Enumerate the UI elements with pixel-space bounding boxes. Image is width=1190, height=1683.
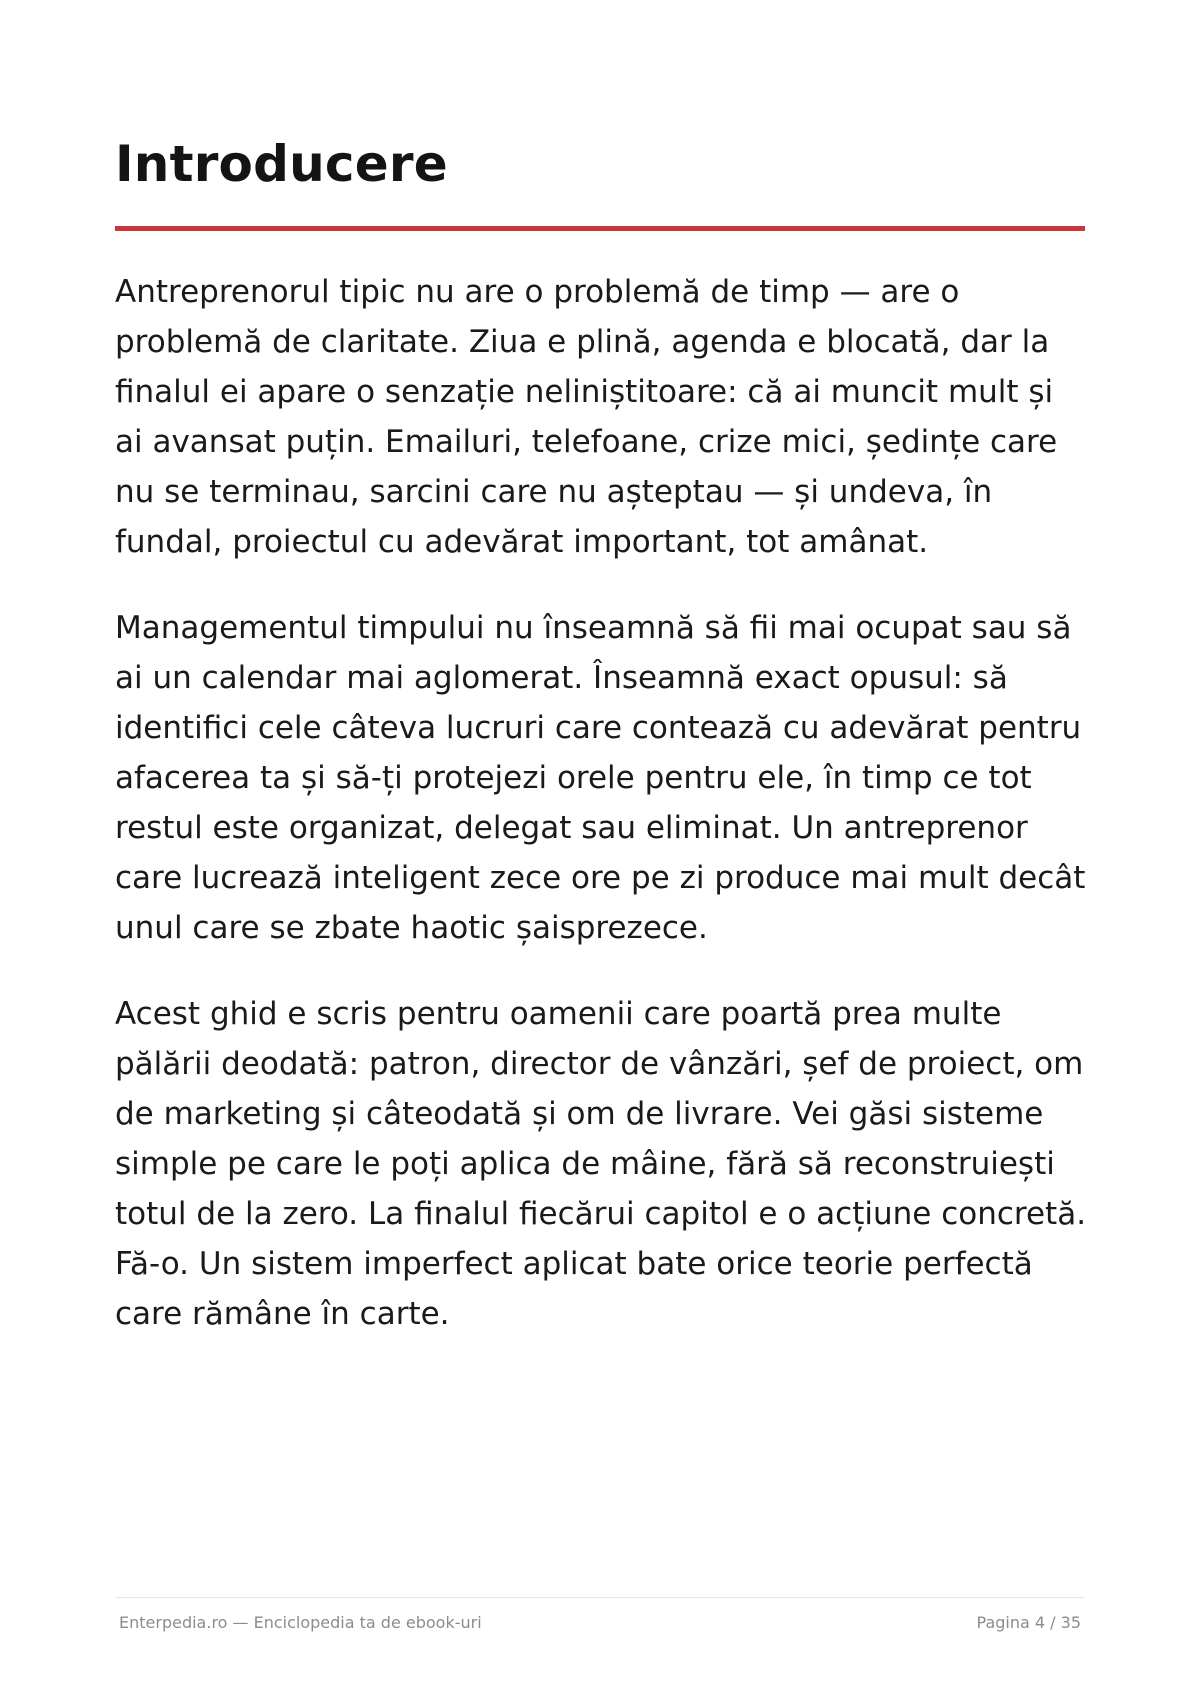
paragraph-3: Acest ghid e scris pentru oamenii care poartă prea multe pălării deodată: patron, director de vânzări, șef de proiect, om de marketing și câteodată și om de livrare. Vei găsi sisteme simple pe care le poți aplica de mâine, fără să reconstruiești totul de la zero. La finalul fiecărui capitol e o acțiune concretă. Fă-o. Un sistem imperfect aplicat bate orice teorie perfectă care rămâne în carte. <box>115 996 1087 1332</box>
title-divider <box>115 226 1085 231</box>
footer-site-name: Enterpedia.ro — Enciclopedia ta de ebook-uri <box>119 1613 482 1632</box>
body-text <box>115 267 1090 1375</box>
page-title: Introducere <box>115 135 448 193</box>
footer-divider <box>115 1597 1085 1598</box>
document-page <box>115 0 1085 1683</box>
paragraph-1: Antreprenorul tipic nu are o problemă de timp — are o problemă de claritate. Ziua e plină, agenda e blocată, dar la finalul ei apare o senzație neliniștitoare: că ai muncit mult și ai avansat puțin. Emailuri, telefoane, crize mici, ședințe care nu se terminau, sarcini care nu așteptau — și undeva, în fundal, proiectul cu adevărat important, tot amânat. <box>115 274 1058 560</box>
footer-page-number: Pagina 4 / 35 <box>976 1613 1081 1632</box>
paragraph-2: Managementul timpului nu înseamnă să fii mai ocupat sau să ai un calendar mai aglomerat. Înseamnă exact opusul: să identifici cele câteva lucruri care contează cu adevărat pentru afacerea ta și să-ți protejezi orele pentru ele, în timp ce tot restul este organizat, delegat sau eliminat. Un antreprenor care lucrează inteligent zece ore pe zi produce mai mult decât unul care se zbate haotic șaisprezece. <box>115 610 1086 946</box>
